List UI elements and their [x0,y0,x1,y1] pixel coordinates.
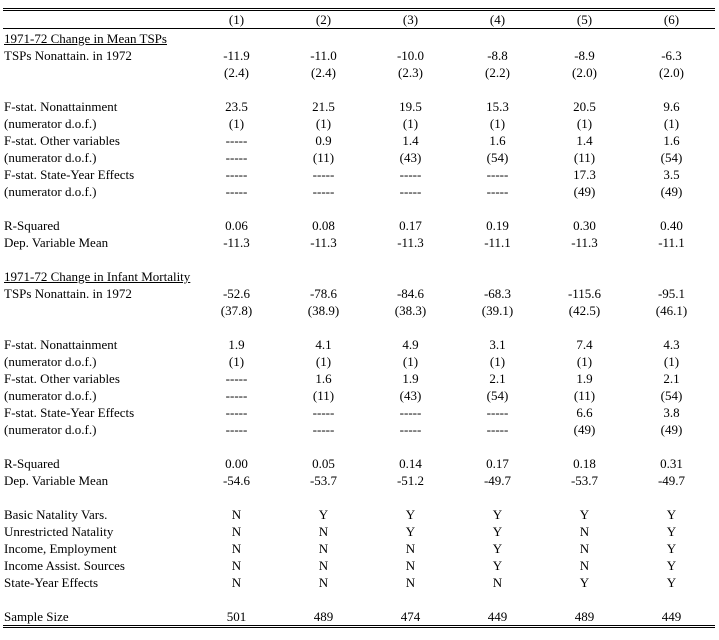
table-cell: 1.6 [489,133,506,148]
table-cell: (2.3) [398,65,423,80]
row-label: (numerator d.o.f.) [4,354,97,369]
table-row [3,506,715,523]
table-cell: (49) [573,422,596,437]
table-cell [628,251,715,268]
table-cell: 489 [574,609,595,624]
row-label: F-stat. State-Year Effects [4,167,135,182]
table-cell: -115.6 [567,286,602,301]
table-row [3,404,715,421]
table-cell: (54) [486,150,509,165]
section-title: 1971-72 Change in Mean TSPs [4,31,167,46]
table-cell [454,438,541,455]
table-cell: -11.3 [310,235,337,250]
row-label: F-stat. Nonattainment [4,99,118,114]
table-cell [541,438,628,455]
table-cell: N [579,524,590,539]
table-cell: (37.8) [220,303,253,318]
row-label: F-stat. Other variables [4,371,120,386]
table-cell [454,81,541,98]
table-row [3,370,715,387]
table-cell: 7.4 [576,337,593,352]
table-cell: 1.4 [576,133,593,148]
row-label [3,302,193,319]
table-cell: N [579,558,590,573]
table-cell: N [231,507,242,522]
table-cell [367,489,454,506]
table-cell: -95.1 [657,286,686,301]
row-label: Dep. Variable Mean [4,473,109,488]
table-cell: -53.7 [309,473,338,488]
table-cell: 4.9 [402,337,419,352]
table-cell: 1.6 [663,133,680,148]
table-cell: -11.9 [223,48,250,63]
row-label [3,251,193,268]
table-cell: -49.7 [657,473,686,488]
table-row [3,115,715,132]
table-cell [628,81,715,98]
table-cell: (11) [573,388,596,403]
table-cell [541,319,628,336]
table-cell [628,489,715,506]
table-cell: -11.3 [223,235,250,250]
table-cell [193,438,280,455]
row-label [3,489,193,506]
table-cell: (2.0) [659,65,684,80]
table-row [3,285,715,302]
table-cell: -10.0 [396,48,425,63]
table-row [3,64,715,81]
table-cell: Y [405,524,416,539]
table-cell: 0.06 [225,218,248,233]
table-cell: ----- [312,167,335,182]
table-row [3,387,715,404]
table-cell: -8.8 [487,48,508,63]
table-cell: (1) [663,354,680,369]
table-cell: N [231,524,242,539]
row-label: R-Squared [4,456,60,471]
regression-table [3,8,715,628]
table-cell: 15.3 [486,99,509,114]
table-cell: (42.5) [568,303,601,318]
row-label: (numerator d.o.f.) [4,184,97,199]
table-cell: (1) [576,354,593,369]
table-cell [193,251,280,268]
table-cell: Y [666,507,677,522]
table-cell: Y [666,541,677,556]
table-cell: 1.9 [402,371,419,386]
table-cell: 0.9 [315,133,332,148]
column-header: (3) [402,12,419,27]
table-cell: 3.5 [663,167,680,182]
table-cell: 0.18 [573,456,596,471]
table-cell: 2.1 [489,371,506,386]
table-cell: 0.17 [486,456,509,471]
table-cell: Y [666,524,677,539]
table-cell: (38.3) [394,303,427,318]
table-cell: N [231,541,242,556]
row-label: Basic Natality Vars. [4,507,108,522]
table-cell: -11.3 [571,235,598,250]
table-cell: 0.30 [573,218,596,233]
table-cell: -49.7 [483,473,512,488]
column-header: (5) [576,12,593,27]
table-cell: Y [579,575,590,590]
table-row [3,353,715,370]
table-row [3,183,715,200]
column-header: (6) [663,12,680,27]
row-label: (numerator d.o.f.) [4,422,97,437]
table-cell: (46.1) [655,303,688,318]
table-cell: (11) [573,150,596,165]
table-cell: 0.19 [486,218,509,233]
table-cell [454,251,541,268]
table-cell: 0.40 [660,218,683,233]
column-header: (2) [315,12,332,27]
table-cell: Y [492,507,503,522]
table-cell [541,200,628,217]
table-cell [454,319,541,336]
table-cell: ----- [225,184,248,199]
table-cell: N [318,541,329,556]
table-cell: 21.5 [312,99,335,114]
table-cell: ----- [486,405,509,420]
column-header: (1) [228,12,245,27]
table-cell: (1) [402,116,419,131]
table-row [3,251,715,268]
table-cell: 1.6 [315,371,332,386]
table-cell [280,591,367,608]
table-row [3,540,715,557]
table-cell: 6.6 [576,405,593,420]
table-cell [280,251,367,268]
table-row [3,234,715,251]
table-row [3,438,715,455]
table-cell: -53.7 [570,473,599,488]
table-cell: ----- [225,388,248,403]
table-cell: ----- [486,167,509,182]
results-table [3,11,715,625]
table-cell [541,251,628,268]
row-label: F-stat. State-Year Effects [4,405,135,420]
table-cell: (1) [228,116,245,131]
table-cell: ----- [399,184,422,199]
table-cell: -11.1 [484,235,511,250]
table-cell: ----- [312,184,335,199]
table-cell [541,81,628,98]
row-label: Income, Employment [4,541,117,556]
table-row [3,557,715,574]
table-cell [280,489,367,506]
table-cell: Y [666,558,677,573]
table-cell: -11.3 [397,235,424,250]
bottom-rule [3,625,715,628]
row-label: Dep. Variable Mean [4,235,109,250]
table-cell: Y [579,507,590,522]
table-cell [280,319,367,336]
table-cell: 3.1 [489,337,506,352]
table-cell: 1.9 [228,337,245,352]
table-row [3,98,715,115]
row-label: R-Squared [4,218,60,233]
table-cell: -68.3 [483,286,512,301]
table-cell [628,438,715,455]
table-row [3,489,715,506]
table-cell: 2.1 [663,371,680,386]
table-cell [628,319,715,336]
table-row [3,421,715,438]
section-title: 1971-72 Change in Infant Mortality [4,269,191,284]
table-row [3,81,715,98]
table-cell [541,591,628,608]
table-cell [454,200,541,217]
table-cell: -78.6 [309,286,338,301]
table-cell: 489 [313,609,334,624]
table-cell: 4.3 [663,337,680,352]
table-cell: 23.5 [225,99,248,114]
table-row [3,472,715,489]
table-row [3,149,715,166]
table-cell [454,489,541,506]
table-cell: (11) [312,388,335,403]
table-cell: (1) [663,116,680,131]
table-cell: N [492,575,503,590]
table-cell [628,200,715,217]
table-cell: 19.5 [399,99,422,114]
table-cell: N [231,575,242,590]
table-cell: (1) [576,116,593,131]
table-cell: -11.0 [310,48,337,63]
row-label: F-stat. Other variables [4,133,120,148]
table-cell: 17.3 [573,167,596,182]
table-cell: ----- [225,167,248,182]
table-cell: ----- [225,405,248,420]
table-cell: (43) [399,388,422,403]
table-cell: (2.4) [224,65,249,80]
table-cell: (39.1) [481,303,514,318]
table-cell: ----- [486,422,509,437]
row-label: (numerator d.o.f.) [4,150,97,165]
table-cell [193,591,280,608]
row-label: (numerator d.o.f.) [4,116,97,131]
table-cell: N [579,541,590,556]
table-cell: Y [405,507,416,522]
table-cell: 0.05 [312,456,335,471]
table-cell: (38.9) [307,303,340,318]
table-cell: 0.31 [660,456,683,471]
table-cell: ----- [399,405,422,420]
table-row [3,302,715,319]
table-cell [193,319,280,336]
table-cell: (1) [315,354,332,369]
table-row [3,166,715,183]
table-cell: 1.9 [576,371,593,386]
table-cell: 449 [661,609,682,624]
row-label [3,81,193,98]
table-cell: (1) [489,354,506,369]
table-cell: (1) [402,354,419,369]
table-cell: N [405,575,416,590]
table-cell: N [318,575,329,590]
row-label [3,591,193,608]
table-cell [367,251,454,268]
table-cell: -6.3 [661,48,682,63]
table-row [3,217,715,234]
table-cell: Y [492,558,503,573]
section-title-row [3,30,715,47]
row-label: TSPs Nonattain. in 1972 [4,48,132,63]
table-cell: (54) [660,388,683,403]
table-cell [541,489,628,506]
table-cell: 3.8 [663,405,680,420]
table-cell: Y [492,541,503,556]
row-label: F-stat. Nonattainment [4,337,118,352]
row-label: Unrestricted Natality [4,524,114,539]
table-cell: -51.2 [396,473,425,488]
table-cell: (54) [486,388,509,403]
table-row [3,523,715,540]
table-cell: Y [318,507,329,522]
table-row [3,132,715,149]
table-cell: 0.14 [399,456,422,471]
row-label [3,438,193,455]
table-cell [454,591,541,608]
table-cell: 0.17 [399,218,422,233]
table-cell: (2.0) [572,65,597,80]
table-cell: N [405,541,416,556]
row-label [3,64,193,81]
table-cell [193,81,280,98]
column-header: (4) [489,12,506,27]
table-cell: ----- [486,184,509,199]
table-cell: N [405,558,416,573]
table-row [3,455,715,472]
row-label: TSPs Nonattain. in 1972 [4,286,132,301]
table-cell: N [318,558,329,573]
table-cell: (1) [489,116,506,131]
row-label: Sample Size [4,609,69,624]
table-cell: ----- [225,422,248,437]
table-row [3,574,715,591]
table-cell [280,438,367,455]
row-label: State-Year Effects [4,575,99,590]
table-cell [367,81,454,98]
table-row [3,47,715,64]
table-row [3,200,715,217]
table-row [3,336,715,353]
table-cell: -52.6 [222,286,251,301]
table-cell [193,489,280,506]
table-cell [367,438,454,455]
table-cell: N [231,558,242,573]
table-cell: ----- [225,371,248,386]
row-label [3,200,193,217]
table-cell: -8.9 [574,48,595,63]
table-cell [280,200,367,217]
table-cell: Y [666,575,677,590]
table-cell: ----- [312,405,335,420]
table-cell: (2.4) [311,65,336,80]
table-cell: -11.1 [658,235,685,250]
table-cell: 20.5 [573,99,596,114]
table-cell: 449 [487,609,508,624]
column-header-row [3,11,715,29]
table-cell: N [318,524,329,539]
table-cell: 0.08 [312,218,335,233]
table-cell: 4.1 [315,337,332,352]
table-cell [193,200,280,217]
table-cell: ----- [399,167,422,182]
table-cell: 501 [226,609,247,624]
table-cell: ----- [312,422,335,437]
row-label: Income Assist. Sources [4,558,125,573]
table-cell: 1.4 [402,133,419,148]
row-label [3,319,193,336]
table-cell: (11) [312,150,335,165]
table-cell: (1) [315,116,332,131]
table-row [3,319,715,336]
table-cell: (2.2) [485,65,510,80]
table-cell: -84.6 [396,286,425,301]
table-cell: -54.6 [222,473,251,488]
table-row [3,591,715,608]
table-cell: (49) [660,184,683,199]
table-cell [628,591,715,608]
table-cell: 474 [400,609,421,624]
table-cell: (1) [228,354,245,369]
row-label: (numerator d.o.f.) [4,388,97,403]
table-cell: 9.6 [663,99,680,114]
table-cell: (43) [399,150,422,165]
table-cell: (54) [660,150,683,165]
section-title-row [3,268,715,285]
table-cell: (49) [573,184,596,199]
table-cell [280,81,367,98]
table-cell [367,591,454,608]
table-cell: ----- [399,422,422,437]
table-row [3,608,715,625]
table-cell: 0.00 [225,456,248,471]
table-cell [367,200,454,217]
table-cell: ----- [225,150,248,165]
table-cell [367,319,454,336]
table-cell: Y [492,524,503,539]
header-blank-cell [3,11,193,29]
table-cell: ----- [225,133,248,148]
table-cell: (49) [660,422,683,437]
